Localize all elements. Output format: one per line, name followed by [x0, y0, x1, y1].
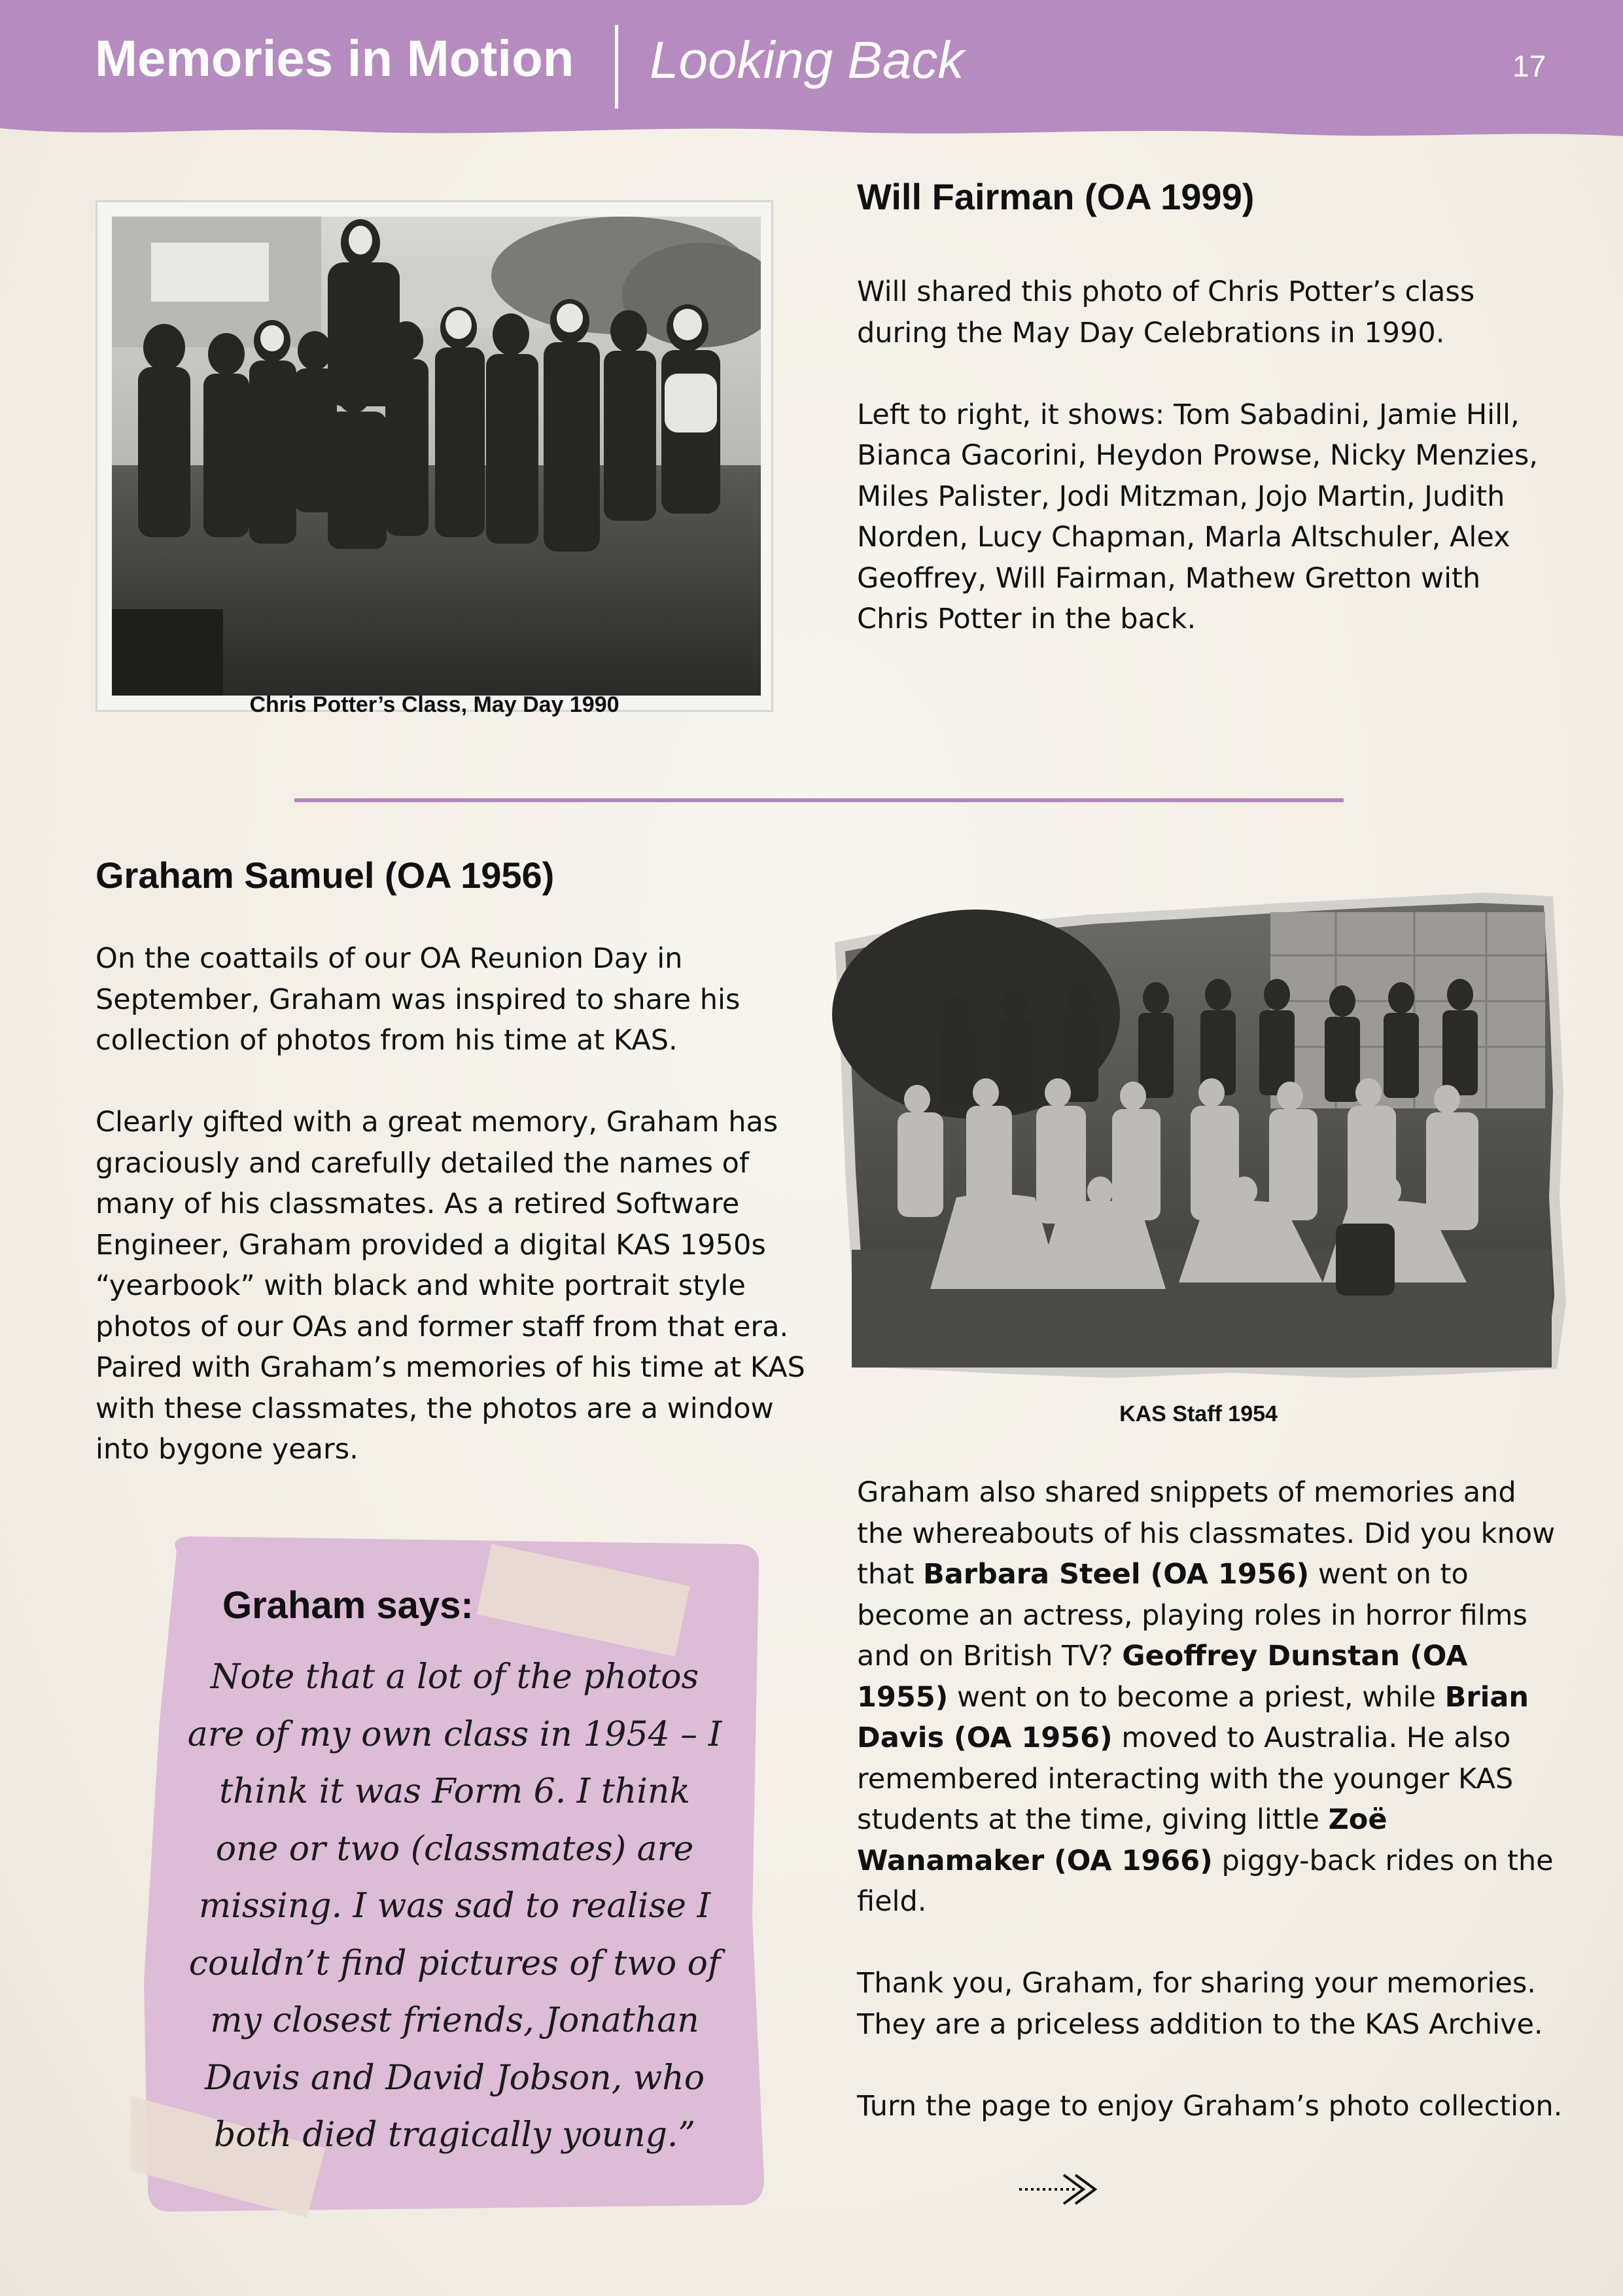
header-band: [0, 0, 1623, 150]
geoffrey-dunstan-name: Geoffrey Dunstan (OA 1955): [857, 1640, 1468, 1714]
graham-says-heading: Graham says:: [222, 1584, 474, 1627]
turn-page-paragraph: Turn the page to enjoy Graham’s photo collection.: [857, 2089, 1563, 2123]
graham-memories-paragraph: [857, 1472, 1563, 1922]
graham-samuel-text: [96, 938, 809, 1511]
staff-photo: [826, 883, 1571, 1387]
will-fairman-paragraph-1: Will shared this photo of Chris Potter’s class during the May Day Celebrations in 1990.: [857, 275, 1475, 349]
class-photo: [112, 217, 761, 696]
class-photo-frame: [96, 200, 773, 712]
graham-samuel-heading: Graham Samuel (OA 1956): [96, 855, 555, 896]
memories-text-1: Graham also shared snippets of memories and the whereabouts of his classmates. Did you know that: [857, 1476, 1556, 1591]
graham-says-quote: Note that a lot of the photos are of my own class in 1954 – I think it was Form 6. I think one or two (classmates) are missing. I was sad to realise I couldn’t find pictures of two of my closest friends, Jonathan Davis and David Jobson, who both died tragically young.”: [187, 1657, 722, 2155]
thank-you-paragraph: Thank you, Graham, for sharing your memories. They are a priceless addition to the KAS Archive.: [857, 1967, 1543, 2041]
memories-text-5: piggy-back rides on the field.: [857, 1844, 1554, 1918]
brian-davis-name: Brian Davis (OA 1956): [857, 1680, 1529, 1754]
magazine-title: Memories in Motion: [95, 29, 574, 87]
will-fairman-heading: Will Fairman (OA 1999): [857, 176, 1255, 217]
class-photo-caption: Chris Potter’s Class, May Day 1990: [249, 692, 620, 717]
staff-photo-caption: KAS Staff 1954: [1119, 1402, 1278, 1426]
zoe-wanamaker-name: Zoë Wanamaker (OA 1966): [857, 1803, 1387, 1877]
graham-paragraph-2: Clearly gifted with a great memory, Graham has graciously and carefully detailed the names of many of his classmates. As a retired Software Engineer, Graham provided a digital KAS 1950s “yearbook” with black and white portrait style photos of our OAs and former staff from that era. Paired with Graham’s memories of his time at KAS with these classmates, the photos are a window into bygone years.: [96, 1106, 805, 1466]
section-title: Looking Back: [650, 31, 964, 89]
header-divider: [615, 25, 618, 109]
arrow-right-icon: [1018, 2171, 1103, 2210]
section-separator: [294, 798, 1344, 802]
will-fairman-paragraph-2: Left to right, it shows: Tom Sabadini, Jamie Hill, Bianca Gacorini, Heydon Prowse, Nicky Menzies, Miles Palister, Jodi Mitzman, Jojo Martin, Judith Norden, Lucy Chapman, Marla Altschuler, Alex Geoffrey, Will Fairman, Mathew Gretton with Chris Potter in the back.: [857, 398, 1538, 635]
memories-text-4: moved to Australia. He also remembered interacting with the younger KAS students at the time, giving little: [857, 1722, 1514, 1836]
barbara-steel-name: Barbara Steel (OA 1956): [923, 1558, 1310, 1591]
memories-text-2: went on to become an actress, playing roles in horror films and on British TV?: [857, 1558, 1527, 1672]
memories-text-3: went on to become a priest, while: [948, 1680, 1445, 1714]
graham-paragraph-1: On the coattails of our OA Reunion Day in September, Graham was inspired to share his collection of photos from his time at KAS.: [96, 942, 741, 1057]
page-number: 17: [1512, 49, 1546, 83]
will-fairman-text: [857, 272, 1557, 680]
graham-memories-text: [857, 1472, 1563, 2168]
